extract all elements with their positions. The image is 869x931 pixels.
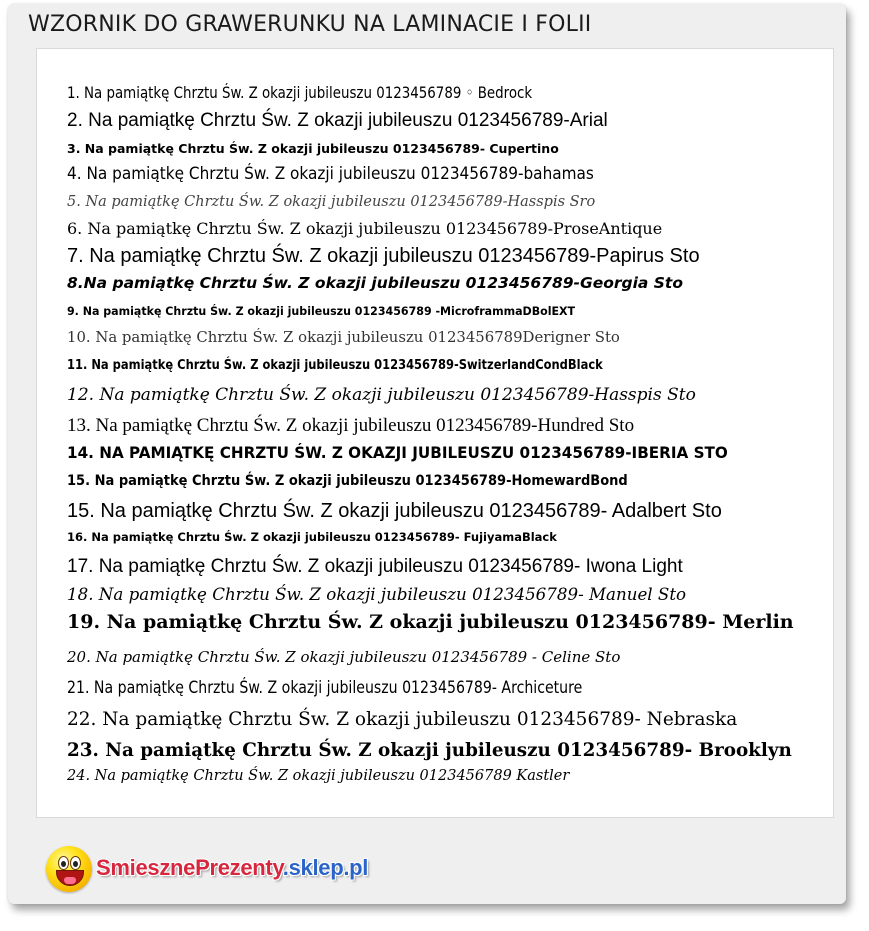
font-sample-7: 7. Na pamiątkę Chrztu Św. Z okazji jubileuszu 0123456789-Papirus Sto [67, 245, 700, 267]
font-sample-9: 9. Na pamiątkę Chrztu Św. Z okazji jubileuszu 0123456789 -MicroframmaDBolEXT [67, 304, 576, 318]
font-sample-21: 21. Na pamiątkę Chrztu Św. Z okazji jubileuszu 0123456789- Archiceture [67, 678, 583, 698]
font-sample-6: 6. Na pamiątkę Chrztu Św. Z okazji jubileuszu 0123456789-ProseAntique [67, 219, 663, 238]
font-sample-18: 18. Na pamiątkę Chrztu Św. Z okazji jubileuszu 0123456789- Manuel Sto [67, 585, 687, 605]
font-sample-15: 15. Na pamiątkę Chrztu Św. Z okazji jubileuszu 0123456789-HomewardBond [67, 473, 628, 489]
font-sample-16: 16. Na pamiątkę Chrztu Św. Z okazji jubileuszu 0123456789- FujiyamaBlack [67, 530, 557, 544]
page-title: WZORNIK DO GRAWERUNKU NA LAMINACIE I FOLII [28, 12, 592, 37]
font-sample-20: 20. Na pamiątkę Chrztu Św. Z okazji jubileuszu 0123456789 - Celine Sto [67, 648, 621, 666]
font-sample-4: 4. Na pamiątkę Chrztu Św. Z okazji jubileuszu 0123456789-bahamas [67, 164, 594, 184]
logo-text-domain: .sklep.pl [282, 855, 369, 880]
font-sample-10: 10. Na pamiątkę Chrztu Św. Z okazji jubileuszu 0123456789Derigner Sto [67, 328, 620, 346]
font-sample-1: 1. Na pamiątkę Chrztu Św. Z okazji jubileuszu 0123456789 ◦ Bedrock [67, 83, 533, 102]
shop-logo-text [96, 855, 368, 881]
font-sample-8: 8.Na pamiątkę Chrztu Św. Z okazji jubileuszu 0123456789-Georgia Sto [67, 274, 683, 292]
font-sample-23: 23. Na pamiątkę Chrztu Św. Z okazji jubileuszu 0123456789- Brooklyn [67, 740, 792, 761]
font-sample-24: 24. Na pamiątkę Chrztu Św. Z okazji jubileuszu 0123456789 Kastler [67, 768, 570, 784]
font-sample-11: 11. Na pamiątkę Chrztu Św. Z okazji jubileuszu 0123456789-SwitzerlandCondBlack [67, 357, 603, 373]
font-sample-12: 12. Na pamiątkę Chrztu Św. Z okazji jubileuszu 0123456789-Hasspis Sto [67, 385, 696, 405]
font-samples-panel [36, 48, 834, 818]
logo-text-main: SmiesznePrezenty [96, 855, 283, 880]
font-sample-17: 17. Na pamiątkę Chrztu Św. Z okazji jubileuszu 0123456789- Iwona Light [67, 556, 683, 577]
font-sample-2: 2. Na pamiątkę Chrztu Św. Z okazji jubileuszu 0123456789-Arial [67, 110, 608, 131]
font-sample-22: 22. Na pamiątkę Chrztu Św. Z okazji jubileuszu 0123456789- Nebraska [67, 709, 738, 730]
template-card [8, 4, 846, 904]
font-sample-5: 5. Na pamiątkę Chrztu Św. Z okazji jubileuszu 0123456789-Hasspis Sro [67, 194, 596, 210]
font-sample-3: 3. Na pamiątkę Chrztu Św. Z okazji jubileuszu 0123456789- Cupertino [67, 141, 559, 156]
font-sample-14: 14. NA PAMIĄTKĘ CHRZTU ŚW. Z OKAZJI JUBILEUSZU 0123456789-IBERIA STO [67, 443, 728, 462]
font-sample-15b: 15. Na pamiątkę Chrztu Św. Z okazji jubileuszu 0123456789- Adalbert Sto [67, 500, 722, 522]
font-sample-13: 13. Na pamiątkę Chrztu Św. Z okazji jubileuszu 0123456789-Hundred Sto [67, 415, 635, 436]
font-sample-19: 19. Na pamiątkę Chrztu Św. Z okazji jubileuszu 0123456789- Merlin [67, 611, 794, 633]
shop-logo[interactable] [46, 846, 386, 896]
smiley-face-icon [46, 846, 92, 892]
